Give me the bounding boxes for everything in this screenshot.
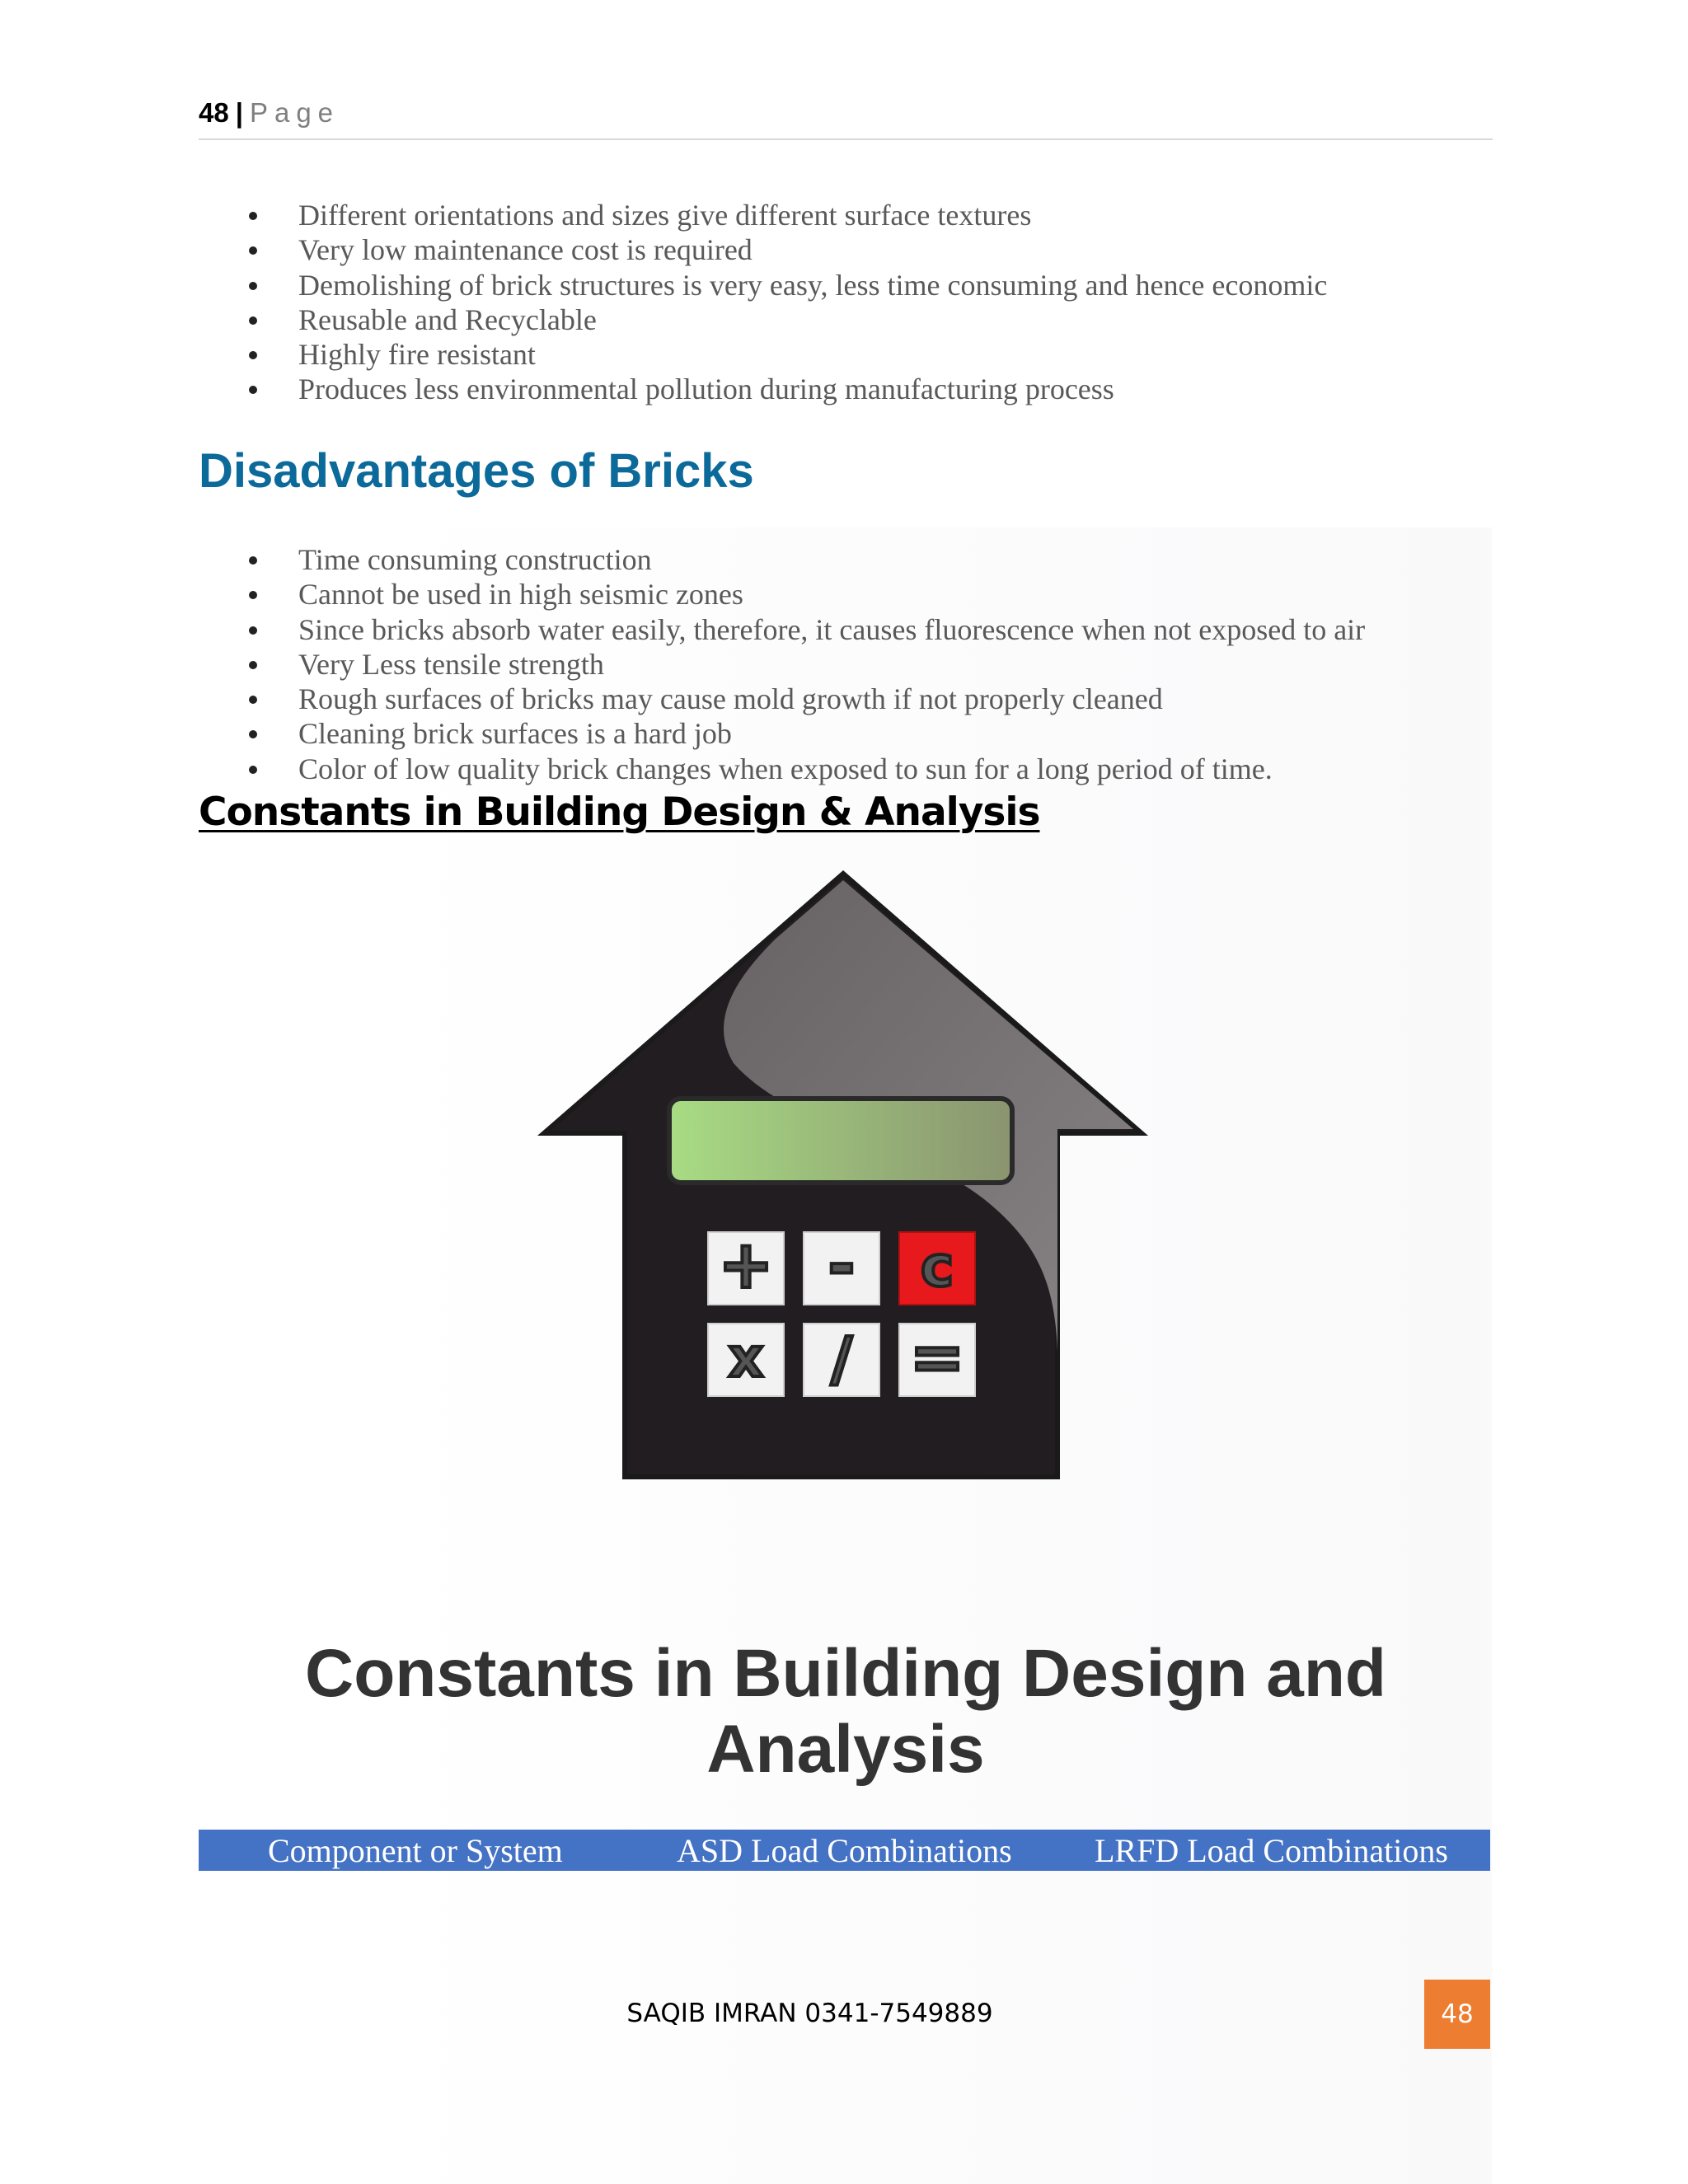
table-header-cell: LRFD Load Combinations <box>1095 1831 1448 1869</box>
house-calculator-icon <box>528 857 1154 1483</box>
list-item: Color of low quality brick changes when exposed to sun for a long period of time. <box>247 752 1365 786</box>
list-item: Produces less environmental pollution during manufacturing process <box>247 372 1327 406</box>
list-item: Highly fire resistant <box>247 337 1327 372</box>
image-title-line1: Constants in Building Design and <box>305 1636 1386 1711</box>
list-item: Reusable and Recyclable <box>247 302 1327 337</box>
list-item: Since bricks absorb water easily, therefore, it causes fluorescence when not exposed to air <box>247 612 1365 647</box>
page-header <box>199 97 1493 140</box>
calculator-screen <box>669 1099 1012 1183</box>
list-item: Different orientations and sizes give different surface textures <box>247 198 1327 232</box>
header-separator: | <box>235 97 243 128</box>
header-page-number: 48 <box>199 97 229 128</box>
header-page-label: Page <box>249 97 340 128</box>
footer-page-badge: 48 <box>1424 1980 1490 2049</box>
equals-key-label: = <box>909 1319 965 1395</box>
image-title-line2: Analysis <box>706 1712 985 1787</box>
advantages-list <box>247 198 1327 407</box>
table-header-cell: ASD Load Combinations <box>677 1831 1012 1869</box>
constants-heading: Constants in Building Design & Analysis <box>199 790 1040 835</box>
list-item: Very Less tensile strength <box>247 647 1365 682</box>
minus-key-label: - <box>828 1226 856 1303</box>
plus-key-label: + <box>718 1226 774 1303</box>
list-item: Cannot be used in high seismic zones <box>247 577 1365 612</box>
footer-author: SAQIB IMRAN 0341-7549889 <box>626 1999 993 2028</box>
clear-key-label: c <box>920 1235 954 1300</box>
disadvantages-heading: Disadvantages of Bricks <box>199 444 754 498</box>
list-item: Rough surfaces of bricks may cause mold growth if not properly cleaned <box>247 682 1365 716</box>
multiply-key-label: x <box>728 1326 764 1390</box>
list-item: Time consuming construction <box>247 542 1365 577</box>
list-item: Cleaning brick surfaces is a hard job <box>247 716 1365 751</box>
list-item: Very low maintenance cost is required <box>247 232 1327 267</box>
image-title <box>199 1636 1493 1788</box>
divide-key-label: / <box>830 1324 853 1394</box>
table-header-cell: Component or System <box>268 1831 563 1869</box>
table-header-row <box>199 1830 1490 1871</box>
list-item: Demolishing of brick structures is very easy, less time consuming and hence economic <box>247 268 1327 302</box>
disadvantages-list <box>247 542 1365 786</box>
